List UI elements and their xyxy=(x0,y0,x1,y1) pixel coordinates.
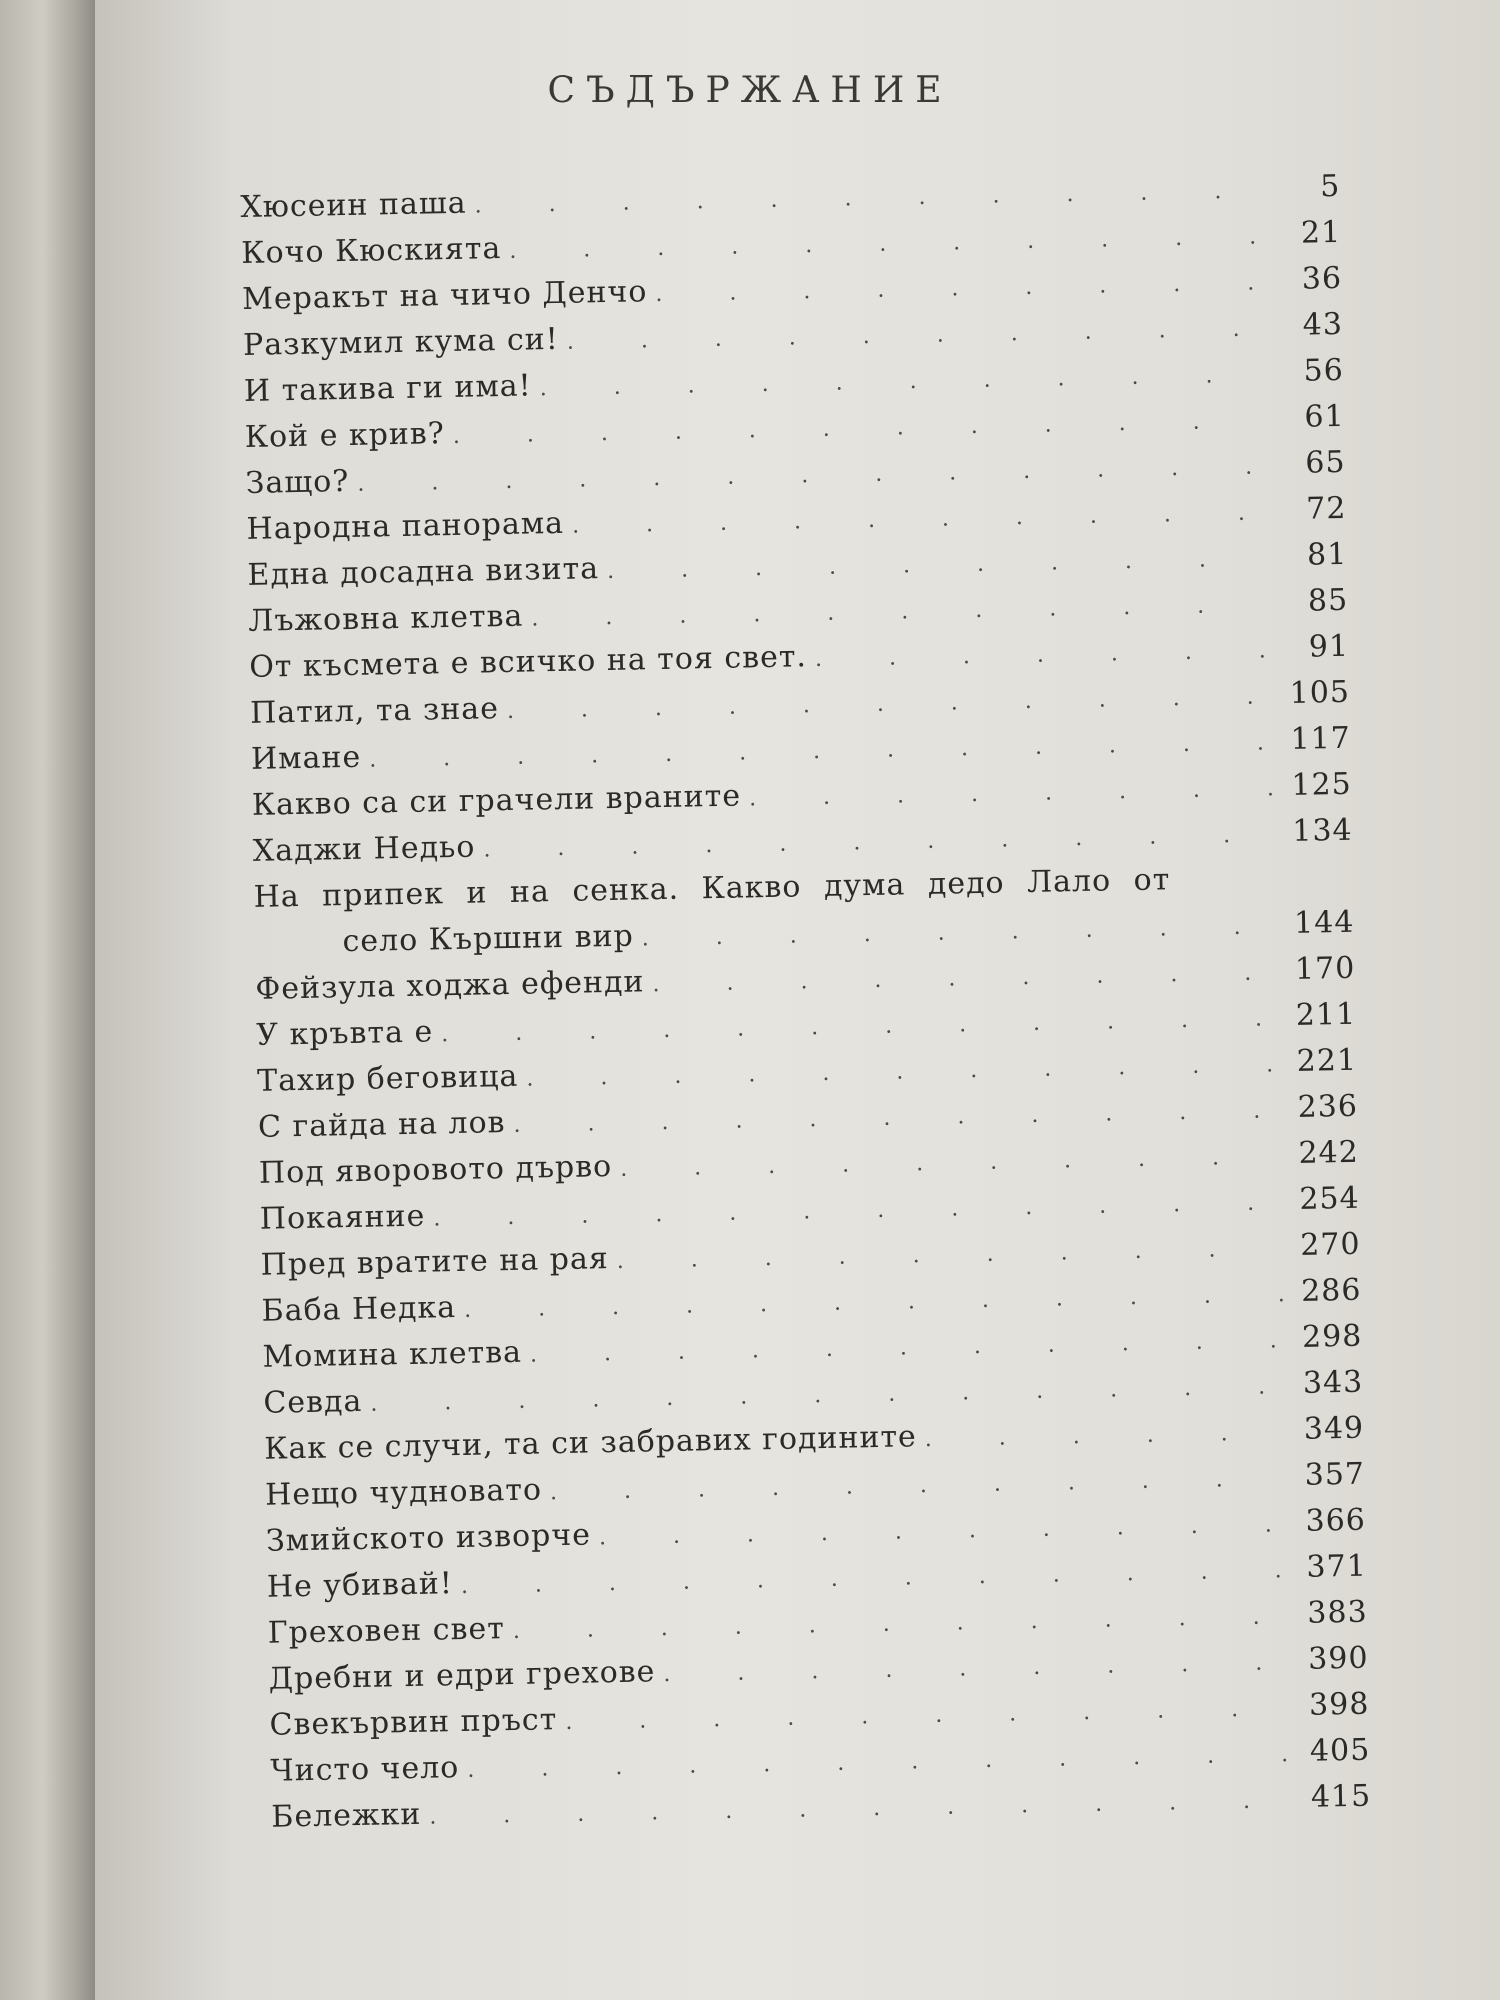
page-title: СЪДЪРЖАНИЕ xyxy=(547,70,953,111)
toc-entry-page: 65 xyxy=(1305,444,1346,481)
toc-entry-title: Една досадна визита xyxy=(247,551,600,593)
toc-entry-title: Разкумил кума си! xyxy=(242,321,560,363)
toc-entry-title: Бележки xyxy=(271,1796,422,1835)
toc-entry-page: 36 xyxy=(1301,260,1343,297)
toc-entry-page: 270 xyxy=(1299,1226,1361,1263)
toc-entry-title: Народна панорама xyxy=(246,505,565,547)
toc-entry-page: 343 xyxy=(1302,1364,1364,1401)
table-of-contents xyxy=(240,164,1372,1841)
toc-entry-title: Защо? xyxy=(245,463,350,501)
toc-entry-title: Покаяние xyxy=(259,1198,426,1237)
toc-entry-title: Змийското изворче xyxy=(265,1517,592,1559)
toc-entry-page: 390 xyxy=(1307,1640,1369,1677)
toc-entry-page: 298 xyxy=(1301,1318,1363,1355)
toc-entry-title: Нещо чудновато xyxy=(264,1472,543,1513)
toc-entry-title: Имане xyxy=(250,739,362,777)
toc-entry-title: Хаджи Недьо xyxy=(252,829,476,869)
toc-entry-page: 43 xyxy=(1302,306,1344,343)
toc-entry-title: Чисто чело xyxy=(270,1750,460,1789)
toc-entry-page: 5 xyxy=(1319,168,1341,205)
toc-entry-title: И такива ги има! xyxy=(243,368,533,409)
toc-entry-page: 91 xyxy=(1308,628,1350,665)
toc-entry-title: Лъжовна клетва xyxy=(248,598,524,639)
toc-entry-page: 366 xyxy=(1305,1502,1367,1539)
toc-entry-title: Как се случи, та си забравих годините xyxy=(263,1419,918,1467)
toc-entry-page: 242 xyxy=(1298,1134,1360,1171)
toc-entry-page: 56 xyxy=(1303,352,1345,389)
toc-entry-title: Тахир беговица xyxy=(256,1058,519,1099)
toc-entry-title: Патил, та знае xyxy=(249,691,500,731)
toc-entry-title: На припек и на сенка. Какво дума дедо Лало от xyxy=(253,862,1171,915)
toc-entry-page: 221 xyxy=(1296,1042,1358,1079)
toc-entry-page: 371 xyxy=(1306,1548,1368,1585)
toc-entry-page: 81 xyxy=(1306,536,1348,573)
toc-entry-page: 134 xyxy=(1292,812,1353,849)
toc-entry-page: 349 xyxy=(1303,1410,1365,1447)
toc-entry-page: 383 xyxy=(1307,1594,1368,1631)
toc-entry-title: Кой е крив? xyxy=(244,416,446,455)
toc-entry-page: 105 xyxy=(1289,674,1351,711)
toc-entry-title: Греховен свет xyxy=(267,1611,506,1651)
toc-entry-title: Кочо Кюскията xyxy=(240,230,502,271)
toc-entry-title: Дребни и едри грехове xyxy=(268,1654,656,1697)
toc-entry-page: 72 xyxy=(1305,490,1347,527)
toc-entry-page: 144 xyxy=(1293,904,1355,941)
toc-entry-title: У кръвта е xyxy=(255,1014,434,1053)
toc-entry-title: село Кършни вир xyxy=(342,918,635,960)
toc-entry-page: 405 xyxy=(1309,1732,1371,1769)
toc-entry-page: 21 xyxy=(1300,214,1342,251)
toc-entry-page: 286 xyxy=(1300,1272,1362,1309)
toc-entry-page: 125 xyxy=(1291,766,1353,803)
toc-entry-page: 85 xyxy=(1307,582,1349,619)
toc-entry-title: Баба Недка xyxy=(261,1290,457,1329)
book-spine xyxy=(0,0,95,2000)
toc-entry-title: Хюсеин паша xyxy=(240,185,467,225)
toc-entry-title: С гайда на лов xyxy=(257,1105,506,1145)
toc-entry-title: Меракът на чичо Денчо xyxy=(241,274,648,317)
toc-entry-page: 61 xyxy=(1304,398,1345,435)
toc-entry-page: 170 xyxy=(1294,950,1356,987)
toc-entry-page: 117 xyxy=(1290,720,1352,757)
toc-entry-page: 211 xyxy=(1295,996,1357,1033)
toc-entry-title: Под яворовото дърво xyxy=(258,1149,613,1191)
toc-entry-title: Какво са си грачели враните xyxy=(251,778,742,823)
toc-entry-page: 254 xyxy=(1299,1180,1360,1217)
toc-entry-title: Свекървин пръст xyxy=(269,1702,558,1743)
toc-entry-title: Момина клетва xyxy=(262,1334,523,1375)
toc-entry-page: 236 xyxy=(1297,1088,1359,1125)
toc-entry-title: Севда xyxy=(263,1383,363,1421)
toc-entry-title: Не убивай! xyxy=(266,1566,454,1605)
toc-entry-title: Пред вратите на рая xyxy=(260,1241,610,1283)
toc-entry-page: 415 xyxy=(1310,1778,1372,1815)
toc-entry-title: От късмета е всичко на тоя свет. xyxy=(248,639,808,685)
toc-entry-title: Фейзула ходжа ефенди xyxy=(255,964,645,1007)
toc-entry-page: 398 xyxy=(1308,1686,1370,1723)
toc-entry-page: 357 xyxy=(1304,1456,1366,1493)
